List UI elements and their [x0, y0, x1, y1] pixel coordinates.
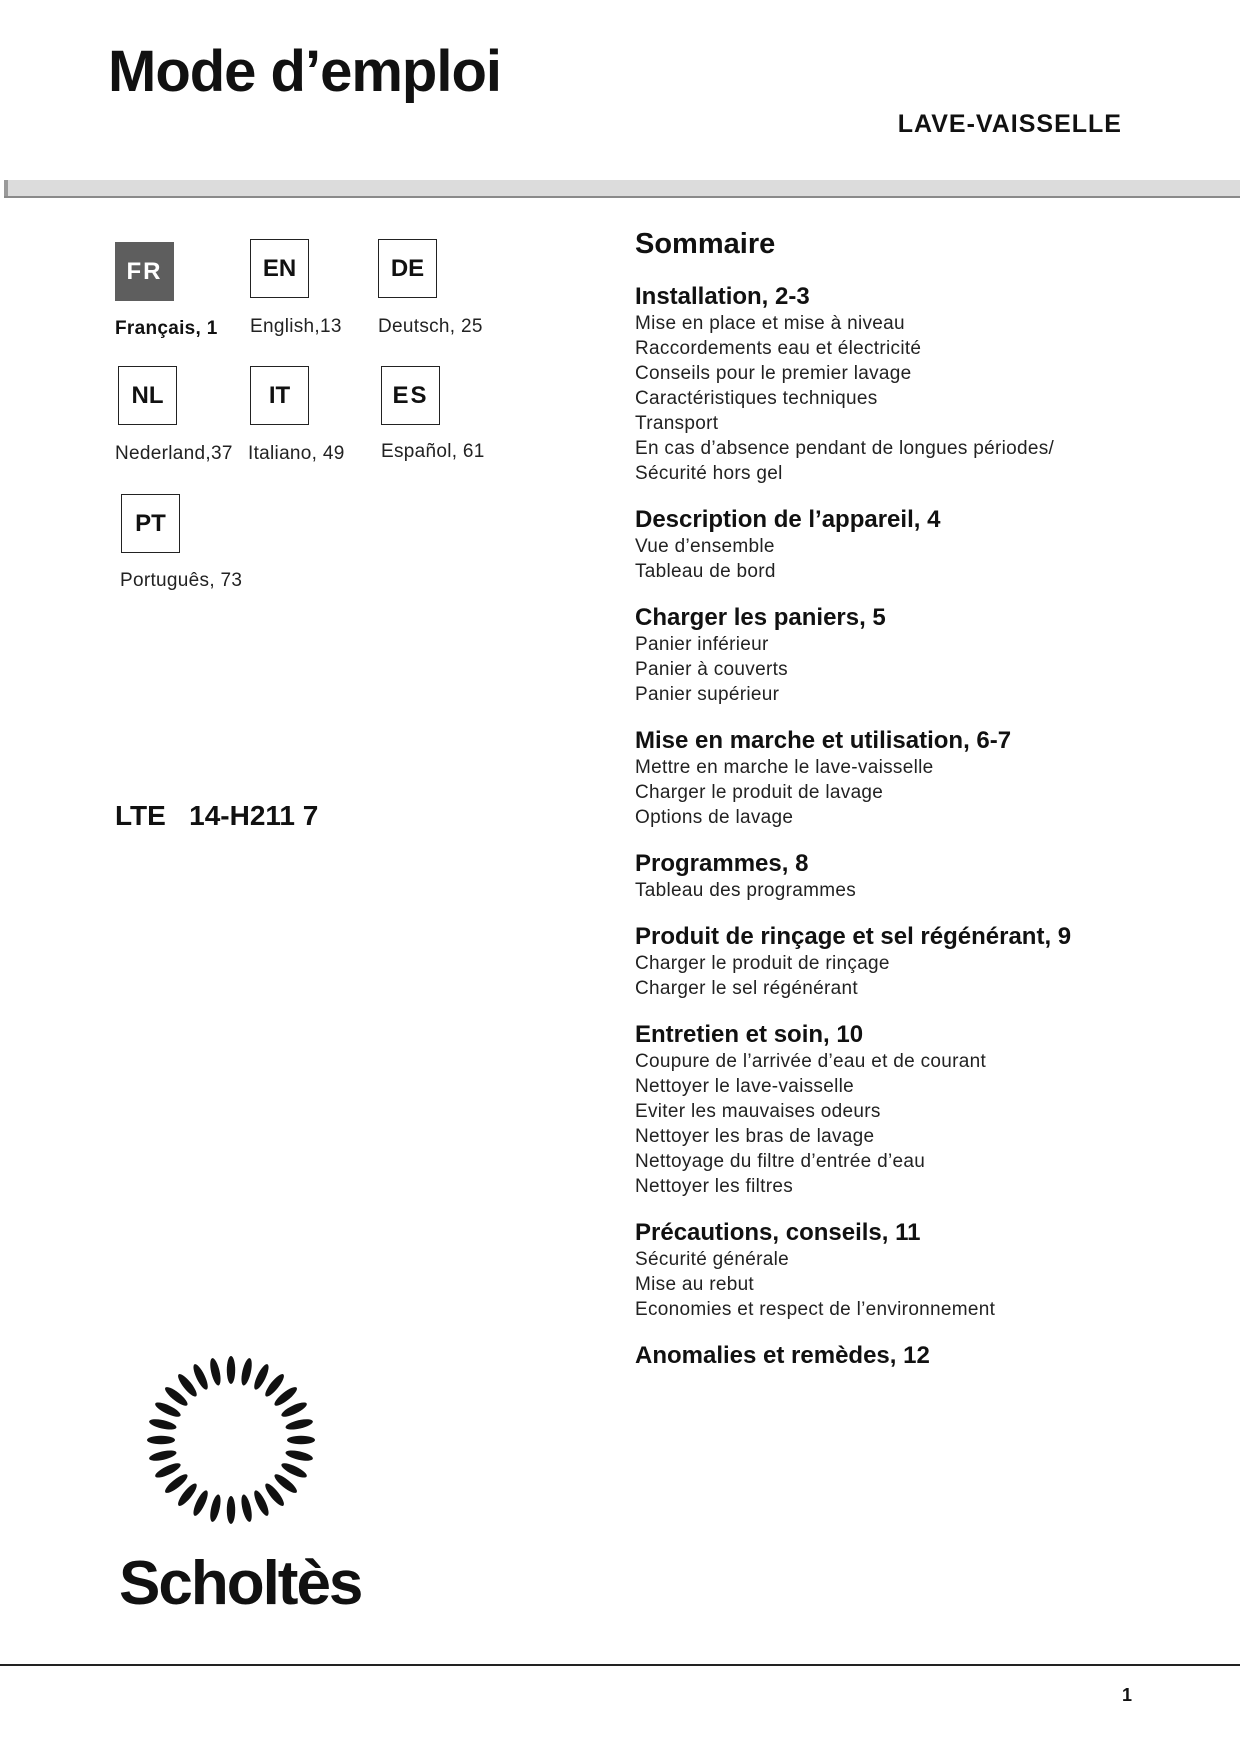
toc-item[interactable]: Nettoyer les filtres [635, 1176, 794, 1197]
sun-ray [208, 1357, 222, 1386]
lang-label-en: English,13 [250, 316, 342, 337]
toc-item[interactable]: Panier supérieur [635, 684, 780, 705]
toc-item[interactable]: Vue d’ensemble [635, 536, 775, 557]
header-band [4, 180, 1240, 198]
toc-item[interactable]: Charger le produit de rinçage [635, 953, 890, 974]
page-number: 1 [1121, 1685, 1132, 1705]
document-title: Mode d’emploi [108, 39, 501, 104]
toc-item[interactable]: Nettoyer le lave-vaisselle [635, 1076, 854, 1097]
lang-tile-de[interactable]: DE [378, 239, 437, 298]
toc-section-heading[interactable]: Mise en marche et utilisation, 6-7 [635, 727, 1012, 754]
toc-item[interactable]: Mise au rebut [635, 1274, 755, 1295]
sun-ray [147, 1436, 175, 1444]
toc-item[interactable]: Charger le sel régénérant [635, 978, 858, 999]
lang-label-de: Deutsch, 25 [378, 316, 483, 337]
toc-section-heading[interactable]: Produit de rinçage et sel régénérant, 9 [635, 923, 1072, 950]
toc-item[interactable]: Tableau des programmes [635, 880, 856, 901]
toc-item[interactable]: Caractéristiques techniques [635, 388, 878, 409]
toc-section [635, 283, 1195, 486]
toc-item[interactable]: Panier à couverts [635, 659, 788, 680]
toc-section [635, 923, 1195, 1001]
toc-section [635, 1219, 1195, 1322]
toc-item[interactable]: Eviter les mauvaises odeurs [635, 1101, 881, 1122]
toc-section [635, 506, 1195, 584]
sun-ray [227, 1496, 235, 1524]
toc-section-heading[interactable]: Entretien et soin, 10 [635, 1021, 864, 1048]
lang-tile-it[interactable]: IT [250, 366, 309, 425]
lang-label-pt: Português, 73 [120, 570, 243, 591]
toc-section [635, 727, 1195, 830]
sun-ray [148, 1417, 177, 1431]
toc-item[interactable]: Panier inférieur [635, 634, 769, 655]
model-number: LTE 14-H211 7 [115, 800, 319, 831]
sun-ray [239, 1494, 253, 1523]
toc-section [635, 1021, 1195, 1199]
toc-item[interactable]: Nettoyer les bras de lavage [635, 1126, 875, 1147]
toc-item[interactable]: Raccordements eau et électricité [635, 338, 922, 359]
sun-ray [227, 1356, 235, 1384]
toc-section-heading[interactable]: Description de l’appareil, 4 [635, 506, 941, 533]
toc-item[interactable]: En cas d’absence pendant de longues périodes/ [635, 438, 1055, 459]
toc-item[interactable]: Tableau de bord [635, 561, 776, 582]
sun-logo-icon [115, 1340, 347, 1540]
toc-item[interactable]: Nettoyage du filtre d’entrée d’eau [635, 1151, 926, 1172]
toc-item[interactable]: Options de lavage [635, 807, 794, 828]
toc-section-heading[interactable]: Programmes, 8 [635, 850, 809, 877]
toc-section [635, 850, 1195, 903]
toc-section-heading[interactable]: Précautions, conseils, 11 [635, 1219, 921, 1246]
toc-item[interactable]: Mise en place et mise à niveau [635, 313, 905, 334]
sun-ray [148, 1448, 177, 1462]
toc-section [635, 1342, 1195, 1370]
toc-section-heading[interactable]: Installation, 2-3 [635, 283, 810, 310]
sun-ray [239, 1357, 253, 1386]
toc-item[interactable]: Economies et respect de l’environnement [635, 1299, 996, 1320]
toc-item[interactable]: Mettre en marche le lave-vaisselle [635, 757, 934, 778]
sun-ray [285, 1448, 314, 1462]
lang-tile-fr[interactable]: FR [115, 242, 174, 301]
lang-label-es: Español, 61 [381, 441, 485, 462]
toc-item[interactable]: Sécurité hors gel [635, 463, 783, 484]
toc-section-heading[interactable]: Anomalies et remèdes, 12 [635, 1342, 930, 1369]
brand-wordmark: Scholtès [119, 1549, 362, 1618]
document-subtitle: LAVE-VAISSELLE [897, 110, 1122, 138]
toc-item[interactable]: Conseils pour le premier lavage [635, 363, 912, 384]
toc-item[interactable]: Sécurité générale [635, 1249, 790, 1270]
toc-section [635, 604, 1195, 707]
lang-tile-es[interactable]: ES [381, 366, 440, 425]
lang-label-fr: Français, 1 [115, 318, 218, 339]
toc-title: Sommaire [635, 228, 776, 260]
toc-sections [635, 283, 1195, 1370]
toc-item[interactable]: Charger le produit de lavage [635, 782, 884, 803]
toc-item[interactable]: Coupure de l’arrivée d’eau et de courant [635, 1051, 987, 1072]
lang-label-it: Italiano, 49 [248, 443, 345, 464]
toc-section-heading[interactable]: Charger les paniers, 5 [635, 604, 886, 631]
toc-item[interactable]: Transport [635, 413, 719, 434]
table-of-contents [635, 228, 1195, 1390]
lang-tile-en[interactable]: EN [250, 239, 309, 298]
sun-ray [208, 1494, 222, 1523]
lang-label-nl: Nederland,37 [115, 443, 233, 464]
lang-tile-pt[interactable]: PT [121, 494, 180, 553]
sun-ray [285, 1417, 314, 1431]
footer-rule [0, 1664, 1240, 1666]
sun-ray [287, 1436, 315, 1444]
lang-tile-nl[interactable]: NL [118, 366, 177, 425]
